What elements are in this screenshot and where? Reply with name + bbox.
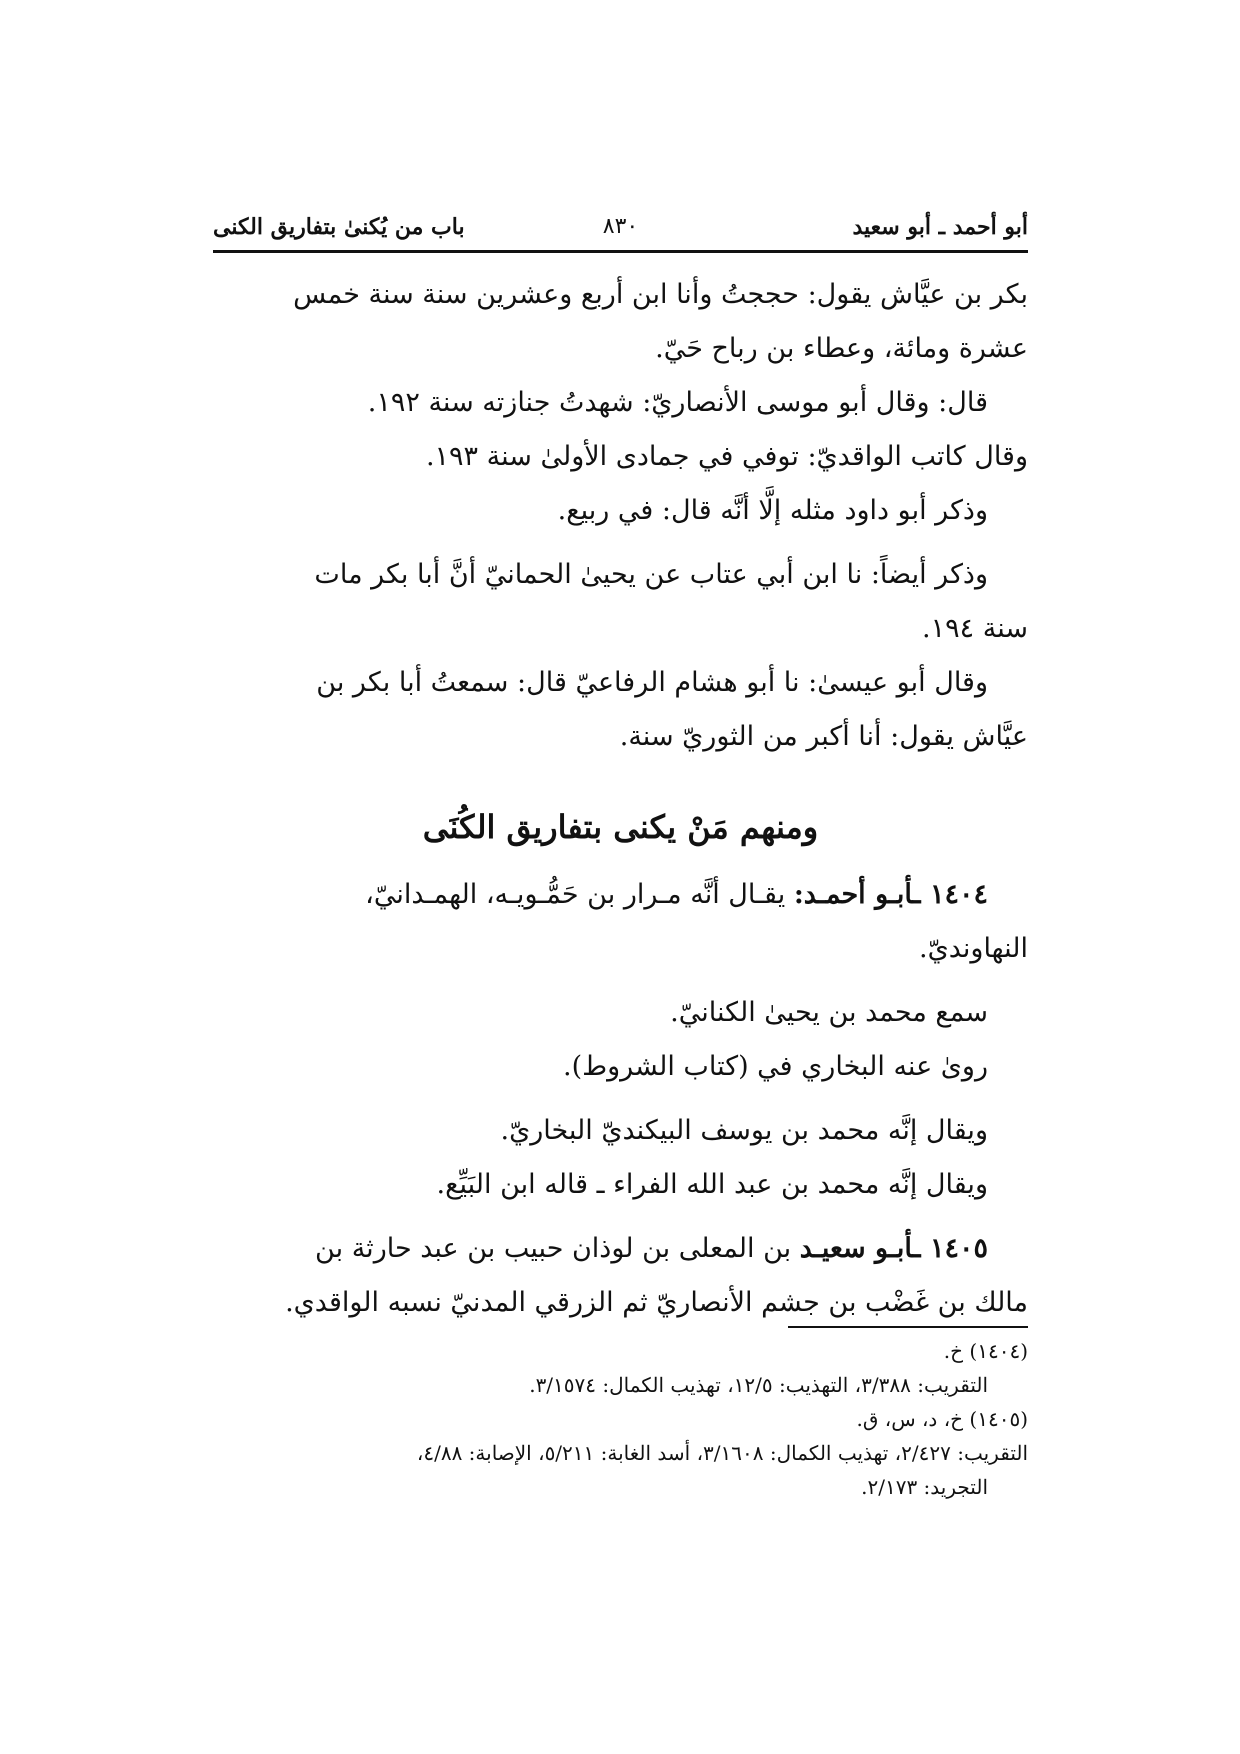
- paragraph: وقال كاتب الواقديّ: توفي في جمادى الأولىٰ سنة ١٩٣.: [425, 441, 1028, 472]
- book-page: [213, 210, 1028, 1499]
- entry-number: ١٤٠٤ ـ: [912, 879, 988, 910]
- footnote-head: (١٤٠٥) خ، د، س، ق.: [856, 1407, 1028, 1431]
- paragraph: قال: وقال أبو موسى الأنصاريّ: شهدتُ جنازته سنة ١٩٢.: [367, 387, 988, 418]
- header-rule: [213, 250, 1028, 253]
- paragraph: وذكر أبو داود مثله إلَّا أنَّه قال: في ربيع.: [557, 495, 988, 526]
- footnote-head: (١٤٠٤) خ.: [943, 1339, 1028, 1363]
- entry-1404: [213, 868, 1028, 922]
- paragraph-line: سنة ١٩٤.: [922, 613, 1028, 644]
- detail-line: سمع محمد بن يحيىٰ الكنانيّ.: [670, 997, 988, 1028]
- entry-text: بن المعلى بن لوذان حبيب بن عبد حارثة بن: [315, 1233, 800, 1264]
- footnote-refs: التقريب: ٢/٤٢٧، تهذيب الكمال: ٣/١٦٠٨، أسد الغابة: ٥/٢١١، الإصابة: ٤/٨٨،: [416, 1441, 1028, 1465]
- footnote-rule: [788, 1326, 1028, 1328]
- running-header: [213, 210, 1028, 250]
- entry-text: يقـال أنَّه مـرار بن حَمُّـويـه، الهمـدانيّ،: [365, 879, 794, 910]
- paragraph-line: عشرة ومائة، وعطاء بن رباح حَيّ.: [655, 333, 1028, 364]
- paragraph-line: النهاونديّ.: [919, 933, 1028, 964]
- paragraph-line: مالك بن غَضْب بن جشم الأنصاريّ ثم الزرقي المدنيّ نسبه الواقدي.: [285, 1287, 1028, 1318]
- footnote-refs: التجريد: ٢/١٧٣.: [861, 1475, 988, 1499]
- detail-line: ويقال إنَّه محمد بن يوسف البيكنديّ البخاريّ.: [500, 1115, 988, 1146]
- footnote-refs: التقريب: ٣/٣٨٨، التهذيب: ١٢/٥، تهذيب الكمال: ٣/١٥٧٤.: [529, 1373, 988, 1397]
- page-body: [213, 268, 1028, 1330]
- paragraph-line: بكر بن عيَّاش يقول: حججتُ وأنا ابن أربع وعشرين سنة سنة خمس: [293, 279, 1028, 310]
- page-number: ٨٣٠: [602, 214, 639, 239]
- detail-line: ويقال إنَّه محمد بن عبد الله الفراء ـ قاله ابن البَيِّع.: [436, 1169, 988, 1200]
- entry-1404-details: [213, 986, 1028, 1212]
- paragraph-line: عيَّاش يقول: أنا أكبر من الثوريّ سنة.: [619, 721, 1028, 752]
- entry-name: أبـو أحمـد:: [793, 879, 913, 910]
- entry-1405: [213, 1222, 1028, 1276]
- header-right-title: أبو أحمد ـ أبو سعيد: [852, 214, 1028, 240]
- entry-number: ١٤٠٥ ـ: [912, 1233, 988, 1264]
- footnotes: [213, 1326, 1028, 1504]
- header-left-title: باب من يُكنىٰ بتفاريق الكنى: [213, 214, 465, 240]
- entry-name: أبـو سعيـد: [799, 1233, 913, 1264]
- paragraph-line: وقال أبو عيسىٰ: نا أبو هشام الرفاعيّ قال: سمعتُ أبا بكر بن: [316, 667, 988, 698]
- section-heading: ومنهم مَنْ يكنى بتفاريق الكُنَى: [422, 808, 819, 846]
- paragraph-line: وذكر أيضاً: نا ابن أبي عتاب عن يحيىٰ الحمانيّ أنَّ أبا بكر مات: [314, 559, 988, 590]
- detail-line: روىٰ عنه البخاري في (كتاب الشروط).: [563, 1051, 988, 1082]
